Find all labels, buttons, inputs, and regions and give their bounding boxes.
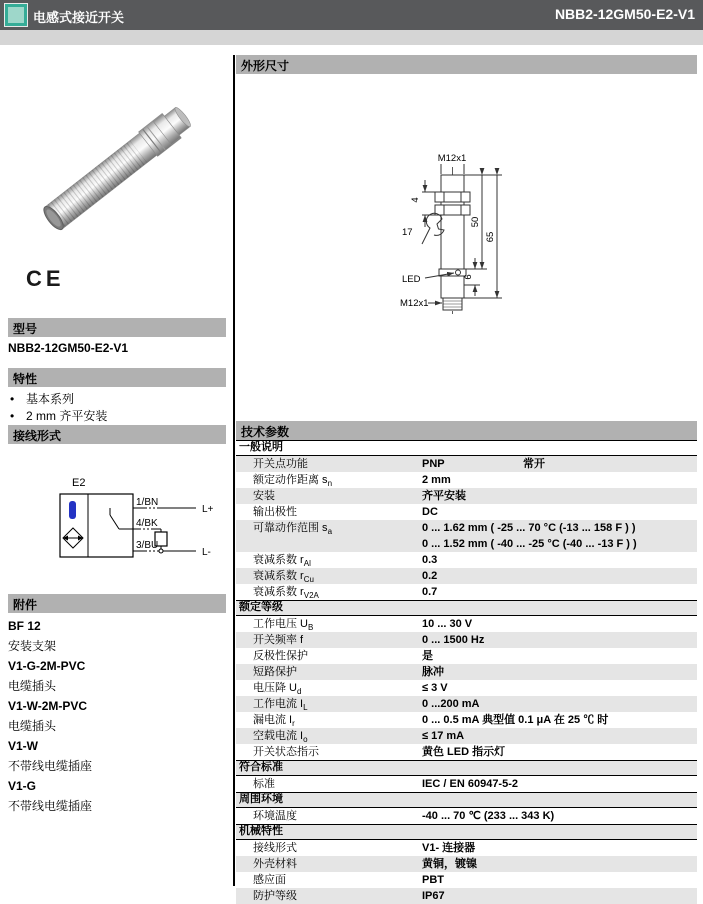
tech-table <box>236 440 697 904</box>
param-value: 是 <box>422 650 433 662</box>
features-list <box>8 391 107 425</box>
param-value: 0 ...200 mA <box>422 698 480 710</box>
accessory-description: 不带线电缆插座 <box>8 799 93 813</box>
table-row <box>236 840 697 856</box>
table-row <box>236 584 697 600</box>
table-row <box>236 696 697 712</box>
table-row <box>236 712 697 728</box>
section-header-accessories: 附件 <box>8 594 226 613</box>
feature-item: • 基本系列 <box>10 392 75 406</box>
wire-label-4bk: 4/BK <box>136 518 158 529</box>
param-label: 电压降 $U_d$ <box>253 682 302 697</box>
accessory-description: 不带线电缆插座 <box>8 759 93 773</box>
column-divider <box>233 55 235 886</box>
table-row <box>236 568 697 584</box>
table-row <box>236 856 697 872</box>
header-substrip <box>0 30 703 45</box>
dim-label-50: 50 <box>470 216 481 228</box>
section-header-connection: 接线形式 <box>8 425 226 444</box>
brand-square-icon <box>5 4 27 26</box>
section-header-features: 特性 <box>8 368 226 387</box>
param-value: 0 ... 1.62 mm ( -25 ... 70 °C (-13 ... 158 F ) ) 0 ... 1.52 mm ( -40 ... -25 °C (-40 ... -13 F ) ) <box>422 522 637 550</box>
table-row <box>236 504 697 520</box>
accessory-name: V1-W-2M-PVC <box>8 699 88 713</box>
terminal-label-lminus: L- <box>202 547 211 558</box>
param-value: PNP <box>422 458 445 470</box>
param-value: V1- 连接器 <box>422 842 476 854</box>
model-number: NBB2-12GM50-E2-V1 <box>8 341 129 355</box>
param-label: 环境温度 <box>253 810 297 822</box>
table-row <box>236 616 697 632</box>
table-row <box>236 456 697 472</box>
param-label: 标准 <box>253 778 275 790</box>
table-section-header: 一般说明 <box>236 440 697 456</box>
param-label: 工作电流 $I_L$ <box>253 698 308 713</box>
param-value: 0 ... 0.5 mA 典型值 0.1 μA 在 25 ℃ 时 <box>422 714 609 726</box>
product-code-header: NBB2-12GM50-E2-V1 <box>554 6 695 22</box>
table-row <box>236 744 697 760</box>
table-row <box>236 808 697 824</box>
param-value: ≤ 17 mA <box>422 730 465 742</box>
dim-label-led: LED <box>402 274 421 285</box>
table-row <box>236 520 697 552</box>
dim-label-65: 65 <box>485 231 496 243</box>
wiring-label-e2: E2 <box>72 477 86 489</box>
accessory-description: 电缆插头 <box>8 679 57 693</box>
wire-label-1bn: 1/BN <box>136 497 159 508</box>
table-row <box>236 472 697 488</box>
param-value: 0.7 <box>422 586 438 598</box>
param-value: 黄铜，镀镍 <box>422 858 477 870</box>
table-row <box>236 888 697 904</box>
param-value: 0.2 <box>422 570 438 582</box>
table-section-header: 机械特性 <box>236 824 697 840</box>
dim-label-wrench-size: 17 <box>402 227 413 238</box>
param-value: IEC / EN 60947-5-2 <box>422 778 518 790</box>
table-row <box>236 488 697 504</box>
param-label: 防护等级 <box>253 890 297 902</box>
table-section-header: 周围环境 <box>236 792 697 808</box>
param-label: 安装 <box>253 490 275 502</box>
param-value: -40 ... 70 ℃ (233 ... 343 K) <box>422 810 555 822</box>
accessory-name: V1-W <box>8 739 38 753</box>
param-label: 接线形式 <box>253 842 297 854</box>
param-label: 额定动作距离 $s_n$ <box>253 474 333 489</box>
param-label: 衰减系数 $r_{V2A}$ <box>253 586 319 601</box>
top-header-bar <box>0 0 703 30</box>
sensor-coil-symbol <box>69 501 76 519</box>
param-label: 输出极性 <box>253 506 297 518</box>
param-value: 黄色 LED 指示灯 <box>422 746 506 758</box>
wiring-diagram <box>8 468 226 573</box>
wire-label-3bu: 3/BU <box>136 540 159 551</box>
section-header-model: 型号 <box>8 318 226 337</box>
param-value: 10 ... 30 V <box>422 618 473 630</box>
accessories-list <box>8 613 226 813</box>
table-row <box>236 872 697 888</box>
table-section-header: 符合标准 <box>236 760 697 776</box>
param-value: ≤ 3 V <box>422 682 448 694</box>
section-header-dimensions: 外形尺寸 <box>236 55 697 74</box>
page-title: 电感式接近开关 <box>33 10 125 25</box>
param-value-2: 常开 <box>523 458 545 470</box>
param-value: DC <box>422 506 438 518</box>
table-row <box>236 648 697 664</box>
param-label: 衰减系数 $r_{Al}$ <box>253 554 311 569</box>
param-label: 可靠动作范围 $s_a$ <box>253 522 333 537</box>
dim-label-nut-height: 4 <box>410 197 421 203</box>
accessory-name: BF 12 <box>8 619 41 633</box>
table-row <box>236 728 697 744</box>
param-label: 反极性保护 <box>253 650 308 662</box>
bullet-icon: • <box>10 409 15 423</box>
accessory-name: V1-G <box>8 779 37 793</box>
table-row <box>236 664 697 680</box>
param-value: 脉冲 <box>422 666 444 678</box>
param-label: 感应面 <box>253 874 286 886</box>
dim-label-6: 6 <box>463 274 474 280</box>
param-value: PBT <box>422 874 444 886</box>
accessory-description: 安装支架 <box>8 639 57 653</box>
dimension-drawing <box>384 92 574 337</box>
table-row <box>236 552 697 568</box>
param-label: 开关点功能 <box>253 458 308 470</box>
dim-label-thread-top: M12x1 <box>437 153 467 164</box>
accessory-description: 电缆插头 <box>8 719 57 733</box>
param-label: 漏电流 $I_r$ <box>253 714 295 729</box>
param-label: 工作电压 $U_B$ <box>253 618 314 633</box>
terminal-label-lplus: L+ <box>202 504 214 515</box>
product-photo <box>8 58 226 263</box>
table-section-header: 额定等级 <box>236 600 697 616</box>
table-row <box>236 680 697 696</box>
param-value: 0.3 <box>422 554 438 566</box>
param-label: 短路保护 <box>253 666 297 678</box>
param-label: 开关状态指示 <box>253 746 319 758</box>
param-label: 衰减系数 $r_{Cu}$ <box>253 570 314 585</box>
feature-item: • 2 mm 齐平安装 <box>10 409 108 423</box>
accessory-name: V1-G-2M-PVC <box>8 659 86 673</box>
dim-label-thread-bottom: M12x1 <box>400 298 429 309</box>
table-row <box>236 776 697 792</box>
param-value: IP67 <box>422 890 445 902</box>
param-value: 2 mm <box>422 474 451 486</box>
param-label: 空载电流 $I_o$ <box>253 730 308 745</box>
param-value: 0 ... 1500 Hz <box>422 634 485 646</box>
param-value: 齐平安装 <box>422 490 466 502</box>
bullet-icon: • <box>10 392 15 406</box>
section-header-tech: 技术参数 <box>236 421 697 440</box>
ce-mark: CE <box>26 266 65 291</box>
param-label: 外壳材料 <box>253 858 297 870</box>
table-row <box>236 632 697 648</box>
param-label: 开关频率 f <box>253 634 304 646</box>
